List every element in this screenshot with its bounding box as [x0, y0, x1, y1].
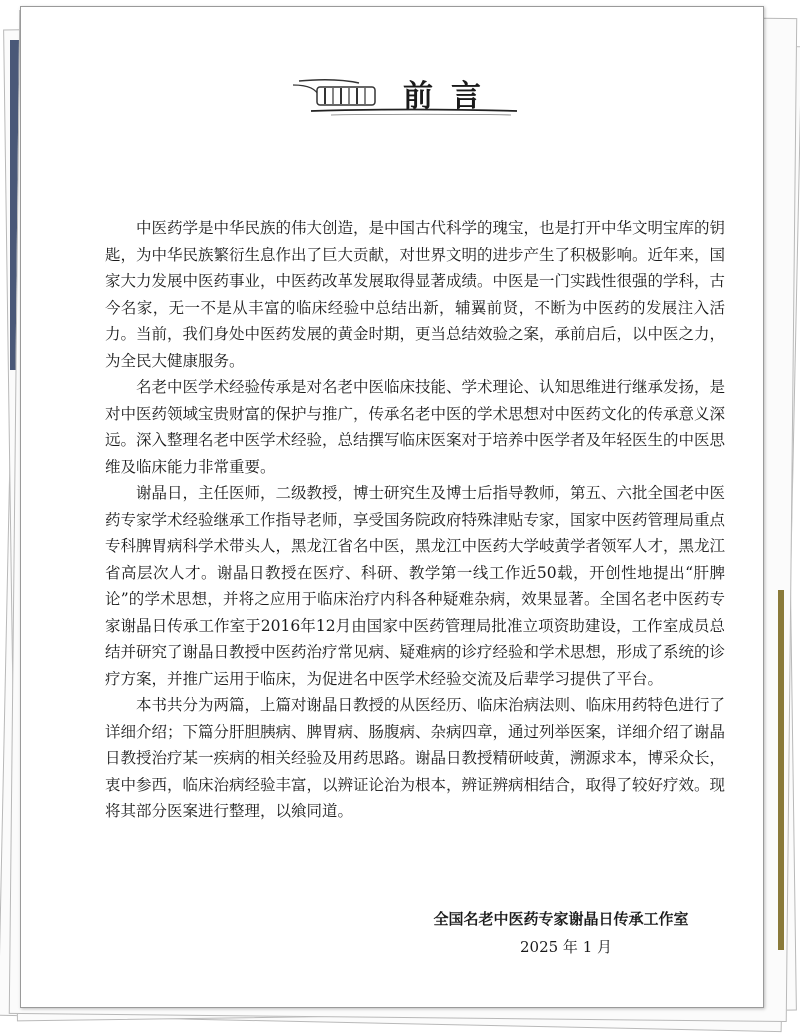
signature-date: 2025 年 1 月 [519, 938, 613, 956]
book-edge [778, 590, 784, 950]
paragraph: 中医药学是中华民族的伟大创造，是中国古代科学的瑰宝，也是打开中华文明宝库的钥匙，为中华民族繁衍生息作出了巨大贡献，对世界文明的进步产生了积极影响。近年来，国家大力发展中医药事业，中医药改革发展取得显著成绩。中医是一门实践性很强的学科，古今名家，无一不是从丰富的临床经验中总结出新，辅翼前贤，不断为中医药的发展注入活力。当前，我们身处中医药发展的黄金时期，更当总结效验之案，承前启后，以中医之力，为全民大健康服务。 [105, 219, 726, 370]
signature-block [401, 905, 721, 961]
paragraph: 谢晶日，主任医师，二级教授，博士研究生及博士后指导教师，第五、六批全国老中医药专家学术经验继承工作指导老师，享受国务院政府特殊津贴专家，国家中医药管理局重点专科脾胃病科学术带头人，黑龙江省名中医，黑龙江中医药大学岐黄学者领军人才，黑龙江省高层次人才。谢晶日教授在医疗、科研、教学第一线工作近50载，开创性地提出“肝脾论”的学术思想，并将之应用于临床治疗内科各种疑难杂病，效果显著。全国名老中医药专家谢晶日传承工作室于2016年12月由国家中医药管理局批准立项资助建设，工作室成员总结并研究了谢晶日教授中医药治疗常见病、疑难病的诊疗经验和学术思想，形成了系统的诊疗方案，并推广运用于临床，为促进名中医学术经验交流及后辈学习提供了平台。 [105, 484, 726, 688]
paragraph: 本书共分为两篇，上篇对谢晶日教授的从医经历、临床治病法则、临床用药特色进行了详细介绍；下篇分肝胆胰病、脾胃病、肠腹病、杂病四章，通过列举医案，详细介绍了谢晶日教授治疗某一疾病的相关经验及用药思路。谢晶日教授精研岐黄，溯源求本，博采众长，衷中参西，临床治病经验丰富，以辨证论治为根本，辨证辨病相结合，取得了较好疗效。现将其部分医案进行整理，以飨同道。 [105, 696, 726, 820]
preface-body [105, 215, 725, 825]
paragraph: 名老中医学术经验传承是对名老中医临床技能、学术理论、认知思维进行继承发扬，是对中医药领域宝贵财富的保护与推广，传承名老中医的学术思想对中医药文化的传承意义深远。深入整理名老中医学术经验，总结撰写临床医案对于培养中医学者及年轻医生的中医思维及临床能力非常重要。 [105, 378, 726, 476]
document-page [20, 6, 764, 1008]
page-title: 前言 [403, 79, 499, 114]
signature-org: 全国名老中医药专家谢晶日传承工作室 [433, 910, 689, 928]
page-header [291, 67, 531, 127]
